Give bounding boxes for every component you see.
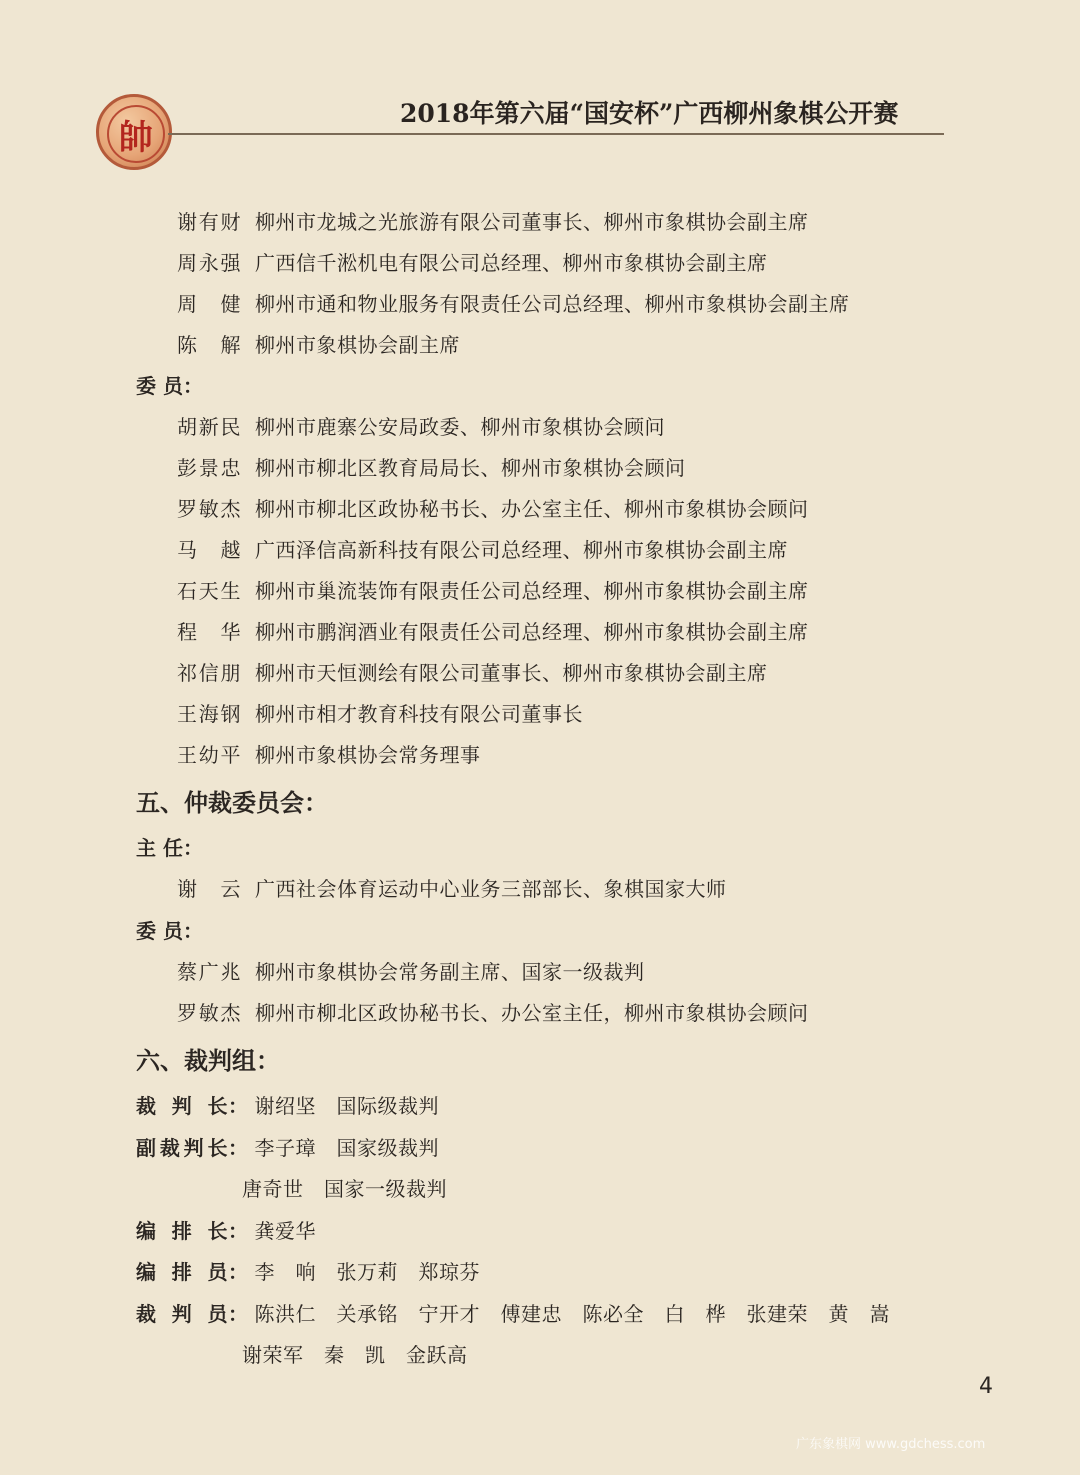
list-item: 王幼平 柳州市象棋协会常务理事 xyxy=(177,743,481,767)
list-item: 胡新民 柳州市鹿寨公安局政委、柳州市象棋协会顾问 xyxy=(177,415,665,439)
header-divider xyxy=(168,133,944,135)
referee-members-row-2: 谢荣军 秦 凯 金跃高 xyxy=(242,1343,468,1367)
list-item: 谢有财 柳州市龙城之光旅游有限公司董事长、柳州市象棋协会副主席 xyxy=(177,210,809,234)
watermark: 广东象棋网 www.gdchess.com xyxy=(796,1437,986,1452)
list-item: 陈 解 柳州市象棋协会副主席 xyxy=(177,333,460,357)
committee-label: 委 员： xyxy=(136,919,203,943)
page-number: 4 xyxy=(979,1374,993,1399)
list-item: 谢 云 广西社会体育运动中心业务三部部长、象棋国家大师 xyxy=(177,877,727,901)
referee-chief-row: 裁判长： 谢绍坚 国际级裁判 xyxy=(136,1094,439,1118)
list-item: 罗敏杰 柳州市柳北区政协秘书长、办公室主任，柳州市象棋协会顾问 xyxy=(177,1001,809,1025)
seal-logo xyxy=(96,94,172,170)
scheduler-chief-row: 编排长： 龚爱华 xyxy=(136,1219,316,1243)
referee-deputy-row-2: 唐奇世 国家一级裁判 xyxy=(242,1177,447,1201)
list-item: 周 健 柳州市通和物业服务有限责任公司总经理、柳州市象棋协会副主席 xyxy=(177,292,850,316)
list-item: 罗敏杰 柳州市柳北区政协秘书长、办公室主任、柳州市象棋协会顾问 xyxy=(177,497,809,521)
referee-deputy-row: 副裁判长： 李子璋 国家级裁判 xyxy=(136,1136,439,1160)
section-heading-arbitration: 五、仲裁委员会： xyxy=(136,789,328,817)
list-item: 马 越 广西泽信高新科技有限公司总经理、柳州市象棋协会副主席 xyxy=(177,538,788,562)
page-header-title: 2018年第六届“国安杯”广西柳州象棋公开赛 xyxy=(400,99,899,128)
list-item: 石天生 柳州市巢流装饰有限责任公司总经理、柳州市象棋协会副主席 xyxy=(177,579,809,603)
list-item: 周永强 广西信千淞机电有限公司总经理、柳州市象棋协会副主席 xyxy=(177,251,768,275)
list-item: 祁信朋 柳州市天恒测绘有限公司董事长、柳州市象棋协会副主席 xyxy=(177,661,768,685)
schedulers-row: 编排员： 李 响 张万莉 郑琼芬 xyxy=(136,1260,480,1284)
director-label: 主 任： xyxy=(136,836,203,860)
list-item: 程 华 柳州市鹏润酒业有限责任公司总经理、柳州市象棋协会副主席 xyxy=(177,620,809,644)
seal-char: 帥 xyxy=(107,105,165,163)
committee-label: 委 员： xyxy=(136,374,203,398)
section-heading-referees: 六、裁判组： xyxy=(136,1047,280,1075)
list-item: 王海钢 柳州市相才教育科技有限公司董事长 xyxy=(177,702,583,726)
referee-members-row: 裁判员： 陈洪仁 关承铭 宁开才 傅建忠 陈必全 白 桦 张建荣 黄 嵩 xyxy=(136,1302,890,1326)
list-item: 蔡广兆 柳州市象棋协会常务副主席、国家一级裁判 xyxy=(177,960,645,984)
list-item: 彭景忠 柳州市柳北区教育局局长、柳州市象棋协会顾问 xyxy=(177,456,686,480)
